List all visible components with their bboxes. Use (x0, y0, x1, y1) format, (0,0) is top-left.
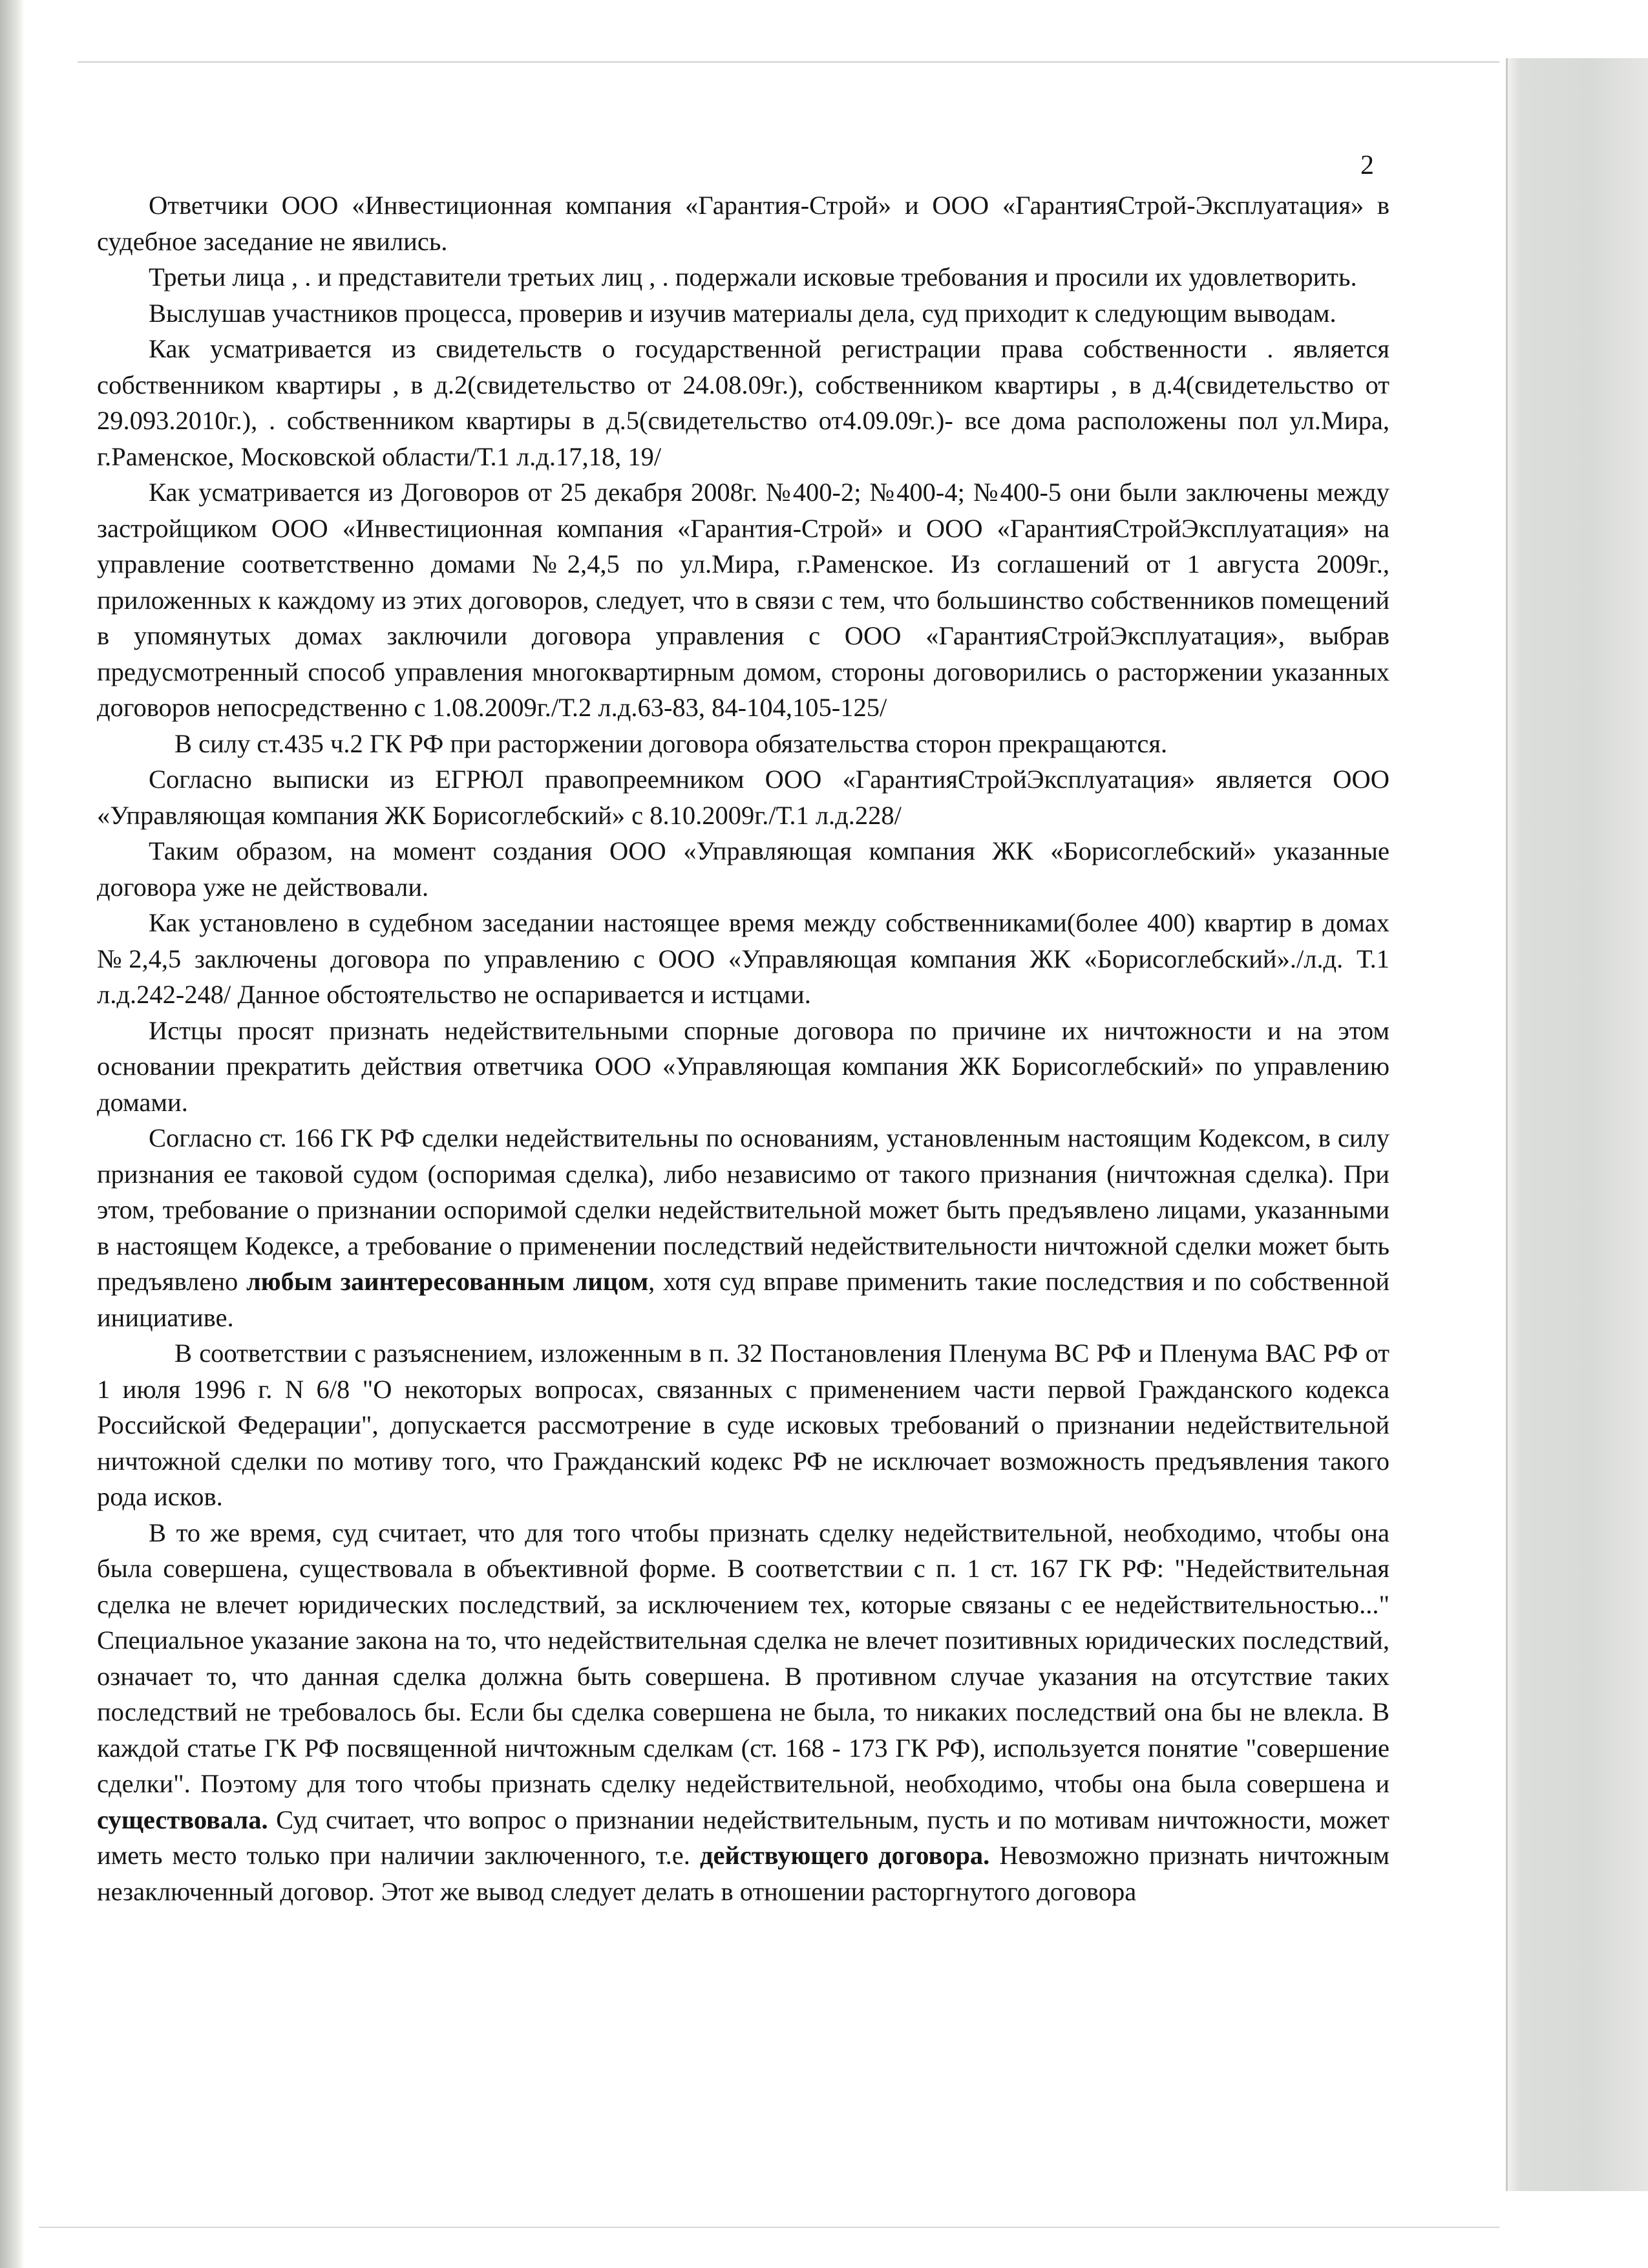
reasoning-text-middle: Суд считает, что вопрос о признании недействительным, пусть и по мотивам ничтожности, может иметь место только при наличии заключенного, т.е. (97, 1805, 1389, 1870)
reasoning-text-end: Невозможно признать ничтожным незаключенный договор. Этот же вывод следует делать в отношении расторгнутого договора (97, 1841, 1389, 1906)
reasoning-emphasis-existed: существовала. (97, 1805, 268, 1834)
reasoning-text: В то же время, суд считает, что для того чтобы признать сделку недействительной, необходимо, чтобы она была совершена, существовала в объективной форме. В соответствии с п. 1 ст. 167 ГК РФ: "Недействительная сделка не влечет юридических последствий, за исключением тех, которые связаны с ее недействительностью..." Специальное указание закона на то, что недействительная сделка не влечет позитивных юридических последствий, означает то, что данная сделка должна быть совершена. В противном случае указания на отсутствие таких последствий не требовалось бы. Если бы сделка совершена не была, то никаких последствий она бы не влекла. В каждой статье ГК РФ посвященной ничтожным сделкам (ст. 168 - 173 ГК РФ), используется понятие "совершение сделки". Поэтому для того чтобы признать сделку недействительной, необходимо, чтобы она была совершена и (97, 1518, 1389, 1798)
document-body (97, 187, 1389, 1909)
paragraph-court-reasoning (97, 1515, 1389, 1910)
article-166-text-end: , хотя суд вправе применить такие последствия и по собственной инициативе. (97, 1267, 1389, 1332)
paragraph-defendants-absent: Ответчики ООО «Инвестиционная компания «Гарантия-Строй» и ООО «ГарантияСтрой-Эксплуатация» в судебное заседание не явились. (97, 191, 1389, 256)
scan-right-margin (1506, 58, 1648, 2191)
page-number: 2 (1360, 151, 1374, 180)
paragraph-current-contracts: Как установлено в судебном заседании настоящее время между собственниками(более 400) квартир в домах №2,4,5 заключены договора по управлению с ООО «Управляющая компания ЖК «Борисоглебский»./л.д. Т.1 л.д.242-248/ Данное обстоятельство не оспаривается и истцами. (97, 908, 1389, 1009)
bottom-edge-line (39, 2227, 1499, 2228)
paragraph-egrul-extract: Согласно выписки из ЕГРЮЛ правопреемником ООО «ГарантияСтройЭксплуатация» является ООО «Управляющая компания ЖК Борисоглебский» с 8.10.2009г./Т.1 л.д.228/ (97, 765, 1389, 830)
paragraph-ownership-certificates: Как усматривается из свидетельств о государственной регистрации права собственности . является собственником квартиры , в д.2(свидетельство от 24.08.09г.), собственником квартиры , в д.4(свидетельство от 29.093.2010г.), . собственником квартиры в д.5(свидетельство от4.09.09г.)- все дома расположены пол ул.Мира, г.Раменское, Московской области/Т.1 л.д.17,18, 19/ (97, 334, 1389, 471)
article-166-emphasis: любым заинтересованным лицом (246, 1267, 649, 1296)
paragraph-management-contracts: Как усматривается из Договоров от 25 декабря 2008г. №400-2; №400-4; №400-5 они были заключены между застройщиком ООО «Инвестиционная компания «Гарантия-Строй» и ООО «ГарантияСтройЭксплуатация» на управление соответственно домами №2,4,5 по ул.Мира, г.Раменское. Из соглашений от 1 августа 2009г., приложенных к каждому из этих договоров, следует, что в связи с тем, что большинство собственников помещений в упомянутых домах заключили договора управления с ООО «ГарантияСтройЭксплуатация», выбрав предусмотренный способ управления многоквартирным домом, стороны договорились о расторжении указанных договоров непосредственно с 1.08.2009г./Т.2 л.д.63-83, 84-104,105-125/ (97, 478, 1389, 722)
reasoning-emphasis-valid-contract: действующего договора. (699, 1841, 990, 1870)
scan-right-edge (1506, 58, 1508, 2191)
paragraph-article-166 (97, 1120, 1389, 1335)
paragraph-article-435: В силу ст.435 ч.2 ГК РФ при расторжении договора обязательства сторон прекращаются. (174, 728, 1168, 758)
scan-left-shadow (0, 0, 25, 2268)
article-166-text: Согласно ст. 166 ГК РФ сделки недействительны по основаниям, установленным настоящим Кодексом, в силу признания ее таковой судом (оспоримая сделка), либо независимо от такого признания (ничтожная сделка). При этом, требование о признании оспоримой сделки недействительной может быть предъявлено лицами, указанными в настоящем Кодексе, а требование о применении последствий недействительности ничтожной сделки может быть предъявлено (97, 1123, 1389, 1296)
paragraph-plaintiffs-request: Истцы просят признать недействительными спорные договора по причине их ничтожности и на этом основании прекратить действия ответчика ООО «Управляющая компания ЖК Борисоглебский» по управлению домами. (97, 1015, 1389, 1117)
top-edge-line (78, 61, 1499, 63)
paragraph-plenum-clarification: В соответствии с разъяснением, изложенным в п. 32 Постановления Пленума ВС РФ и Пленума ВАС РФ от 1 июля 1996 г. N 6/8 "О некоторых вопросах, связанных с применением части первой Гражданского кодекса Российской Федерации", допускается рассмотрение в суде исковых требований о признании недействительной ничтожной сделки по мотиву того, что Гражданский кодекс РФ не исключает возможность предъявления такого рода исков. (97, 1339, 1389, 1511)
paragraph-court-conclusions: Выслушав участников процесса, проверив и изучив материалы дела, суд приходит к следующим выводам. (149, 298, 1336, 328)
paragraph-contracts-inactive: Таким образом, на момент создания ООО «Управляющая компания ЖК «Борисоглебский» указанные договора уже не действовали. (97, 836, 1389, 902)
paragraph-third-parties: Третьи лица , . и представители третьих лиц , . подержали исковые требования и просили их удовлетворить. (149, 262, 1357, 291)
